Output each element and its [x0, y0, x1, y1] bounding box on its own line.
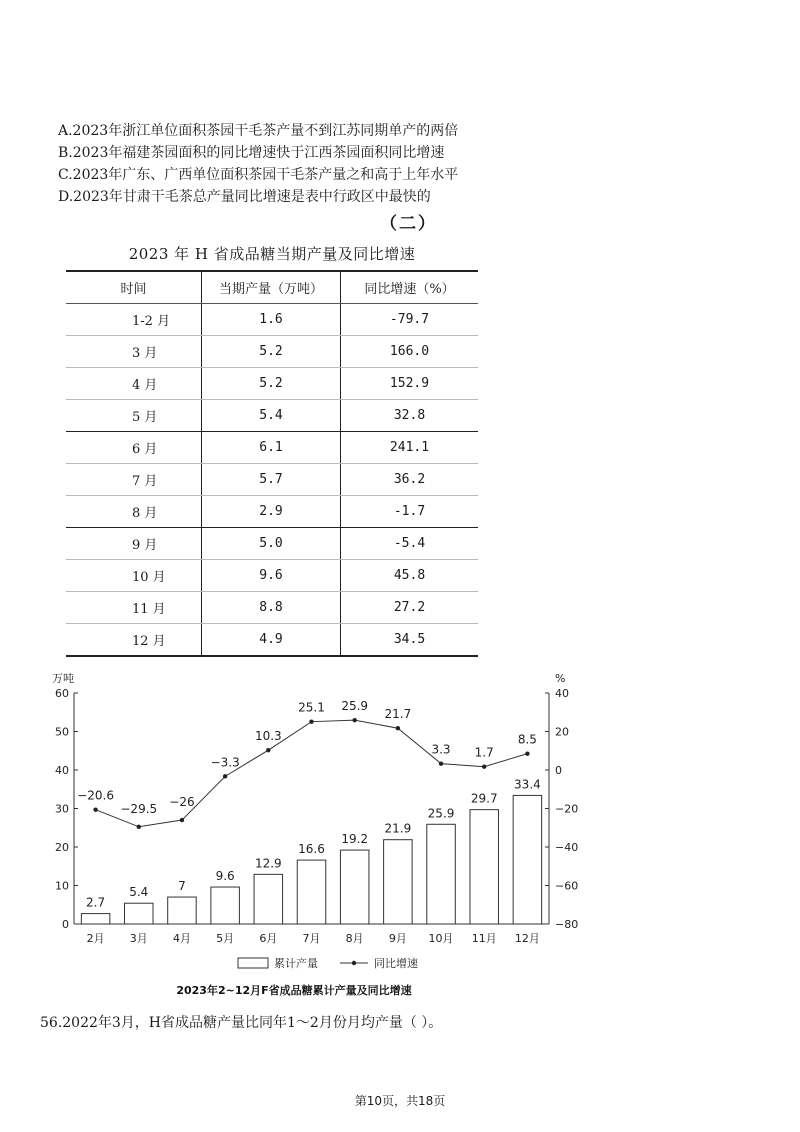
legend-line-label: 同比增速: [374, 957, 418, 970]
growth-point: [525, 751, 529, 755]
growth-point: [352, 718, 356, 722]
cell-month: 8 月: [66, 496, 202, 528]
bar: [384, 840, 413, 924]
cell-growth: -5.4: [341, 528, 479, 560]
output-table: [66, 270, 478, 657]
x-tick-label: 12月: [514, 932, 540, 945]
cell-growth: 45.8: [341, 560, 479, 592]
bar: [297, 860, 326, 924]
growth-data-label: 25.9: [341, 699, 369, 714]
left-tick-label: 30: [55, 802, 69, 816]
cell-month: 1-2 月: [66, 304, 202, 336]
table-row: [66, 592, 478, 624]
cell-output: 9.6: [202, 560, 341, 592]
bar: [81, 914, 110, 924]
cell-growth: 166.0: [341, 336, 479, 368]
right-tick-label: −40: [555, 841, 579, 854]
option-b: B.2023年福建茶园面积的同比增速快于江西茶园面积同比增速: [58, 145, 445, 161]
cell-month: 4 月: [66, 368, 202, 400]
cell-month: 7 月: [66, 464, 202, 496]
header-growth: 同比增速（%）: [341, 271, 479, 304]
cell-month: 6 月: [66, 432, 202, 464]
bar-data-label: 25.9: [427, 806, 455, 821]
table-row: [66, 528, 478, 560]
cell-output: 5.7: [202, 464, 341, 496]
x-tick-label: 4月: [172, 932, 191, 945]
bar: [254, 874, 283, 924]
bar-data-label: 16.6: [298, 842, 325, 857]
cell-growth: 27.2: [341, 592, 479, 624]
bar-data-label: 19.2: [341, 832, 369, 847]
bar-data-label: 29.7: [470, 791, 498, 806]
x-tick-label: 9月: [388, 932, 407, 945]
cell-output: 2.9: [202, 496, 341, 528]
option-d: D.2023年甘肃干毛茶总产量同比增速是表中行政区中最快的: [58, 189, 431, 205]
right-tick-label: −80: [555, 918, 579, 931]
bar: [125, 903, 154, 924]
growth-point: [266, 748, 270, 752]
cell-month: 10 月: [66, 560, 202, 592]
bar-data-label: 33.4: [514, 777, 541, 792]
option-a: A.2023年浙江单位面积茶园干毛茶产量不到江苏同期单产的两倍: [58, 123, 459, 139]
growth-point: [180, 818, 184, 822]
left-tick-label: 10: [55, 879, 69, 893]
right-tick-label: −60: [555, 879, 579, 893]
growth-point: [396, 726, 400, 730]
cell-output: 1.6: [202, 304, 341, 336]
cell-output: 5.2: [202, 336, 341, 368]
cell-output: 5.4: [202, 400, 341, 432]
bar-data-label: 21.9: [384, 821, 412, 836]
left-axis-label: 万吨: [52, 672, 74, 685]
legend-bar-label: 累计产量: [274, 957, 318, 970]
growth-line: [96, 720, 528, 827]
growth-data-label: −20.6: [77, 788, 114, 803]
x-tick-label: 2月: [86, 932, 105, 945]
option-c: C.2023年广东、广西单位面积茶园干毛茶产量之和高于上年水平: [58, 167, 459, 183]
left-tick-label: 60: [55, 687, 69, 700]
cell-month: 5 月: [66, 400, 202, 432]
growth-data-label: −29.5: [120, 801, 158, 816]
page-footer: 第10页，共18页: [354, 1094, 446, 1108]
cell-growth: 34.5: [341, 624, 479, 657]
table-row: [66, 368, 478, 400]
bar: [168, 897, 197, 924]
bar: [427, 824, 456, 924]
cell-month: 3 月: [66, 336, 202, 368]
cell-output: 5.0: [202, 528, 341, 560]
growth-data-label: 3.3: [431, 742, 451, 757]
left-tick-label: 50: [55, 725, 69, 739]
bar-data-label: 7: [178, 879, 186, 894]
x-tick-label: 10月: [428, 932, 454, 945]
growth-point: [93, 807, 97, 811]
cell-growth: -79.7: [341, 304, 479, 336]
question-text: 56.2022年3月，H省成品糖产量比同年1～2月份月均产量（ ）。: [40, 1015, 443, 1031]
cell-month: 9 月: [66, 528, 202, 560]
x-tick-label: 5月: [216, 932, 235, 945]
cell-growth: 152.9: [341, 368, 479, 400]
bar: [513, 795, 542, 924]
left-tick-label: 40: [55, 764, 69, 777]
x-tick-label: 11月: [471, 932, 497, 945]
cell-growth: 32.8: [341, 400, 479, 432]
growth-data-label: 21.7: [384, 707, 412, 722]
bar: [211, 887, 240, 924]
x-tick-label: 7月: [302, 932, 321, 945]
section-title: （二）: [380, 214, 437, 234]
x-tick-label: 8月: [345, 932, 364, 945]
cell-output: 4.9: [202, 624, 341, 657]
table-row: [66, 624, 478, 657]
cell-growth: 36.2: [341, 464, 479, 496]
growth-data-label: −3.3: [210, 755, 240, 770]
growth-point: [482, 765, 486, 769]
growth-data-label: 1.7: [474, 745, 494, 760]
cell-output: 6.1: [202, 432, 341, 464]
x-tick-label: 6月: [259, 932, 278, 945]
right-tick-label: 40: [555, 687, 569, 700]
growth-point: [137, 825, 141, 829]
bar: [340, 850, 369, 924]
table-row: [66, 336, 478, 368]
cell-growth: 241.1: [341, 432, 479, 464]
cumulative-output-chart: [48, 662, 608, 1002]
growth-point: [309, 719, 313, 723]
bar-data-label: 9.6: [215, 869, 235, 884]
bar: [470, 810, 499, 924]
x-tick-label: 3月: [129, 932, 148, 945]
right-tick-label: −20: [555, 802, 579, 816]
table-row: [66, 400, 478, 432]
growth-data-label: −26: [169, 795, 195, 810]
header-output: 当期产量（万吨）: [202, 271, 341, 304]
growth-data-label: 8.5: [517, 732, 537, 747]
table-header-row: [66, 271, 478, 304]
growth-point: [223, 774, 227, 778]
legend-bar-swatch: [238, 958, 268, 968]
growth-data-label: 10.3: [254, 729, 282, 744]
cell-output: 8.8: [202, 592, 341, 624]
left-tick-label: 0: [62, 918, 69, 931]
cell-month: 11 月: [66, 592, 202, 624]
table-row: [66, 432, 478, 464]
right-axis-label: %: [555, 672, 566, 685]
header-time: 时间: [66, 271, 202, 304]
bar-data-label: 12.9: [254, 856, 282, 871]
cell-growth: -1.7: [341, 496, 479, 528]
table-row: [66, 464, 478, 496]
right-tick-label: 20: [555, 725, 569, 739]
growth-point: [439, 761, 443, 765]
table-row: [66, 560, 478, 592]
table-title: 2023 年 H 省成品糖当期产量及同比增速: [128, 245, 416, 263]
table-row: [66, 496, 478, 528]
cell-month: 12 月: [66, 624, 202, 657]
table-row: [66, 304, 478, 336]
legend-line-marker: [352, 961, 356, 965]
growth-data-label: 25.1: [298, 700, 325, 715]
cell-output: 5.2: [202, 368, 341, 400]
left-tick-label: 20: [55, 841, 69, 854]
answer-options: [58, 120, 458, 208]
bar-data-label: 2.7: [86, 895, 106, 910]
right-tick-label: 0: [555, 764, 562, 777]
chart-title: 2023年2~12月F省成品糖累计产量及同比增速: [176, 984, 412, 997]
bar-data-label: 5.4: [129, 885, 149, 900]
